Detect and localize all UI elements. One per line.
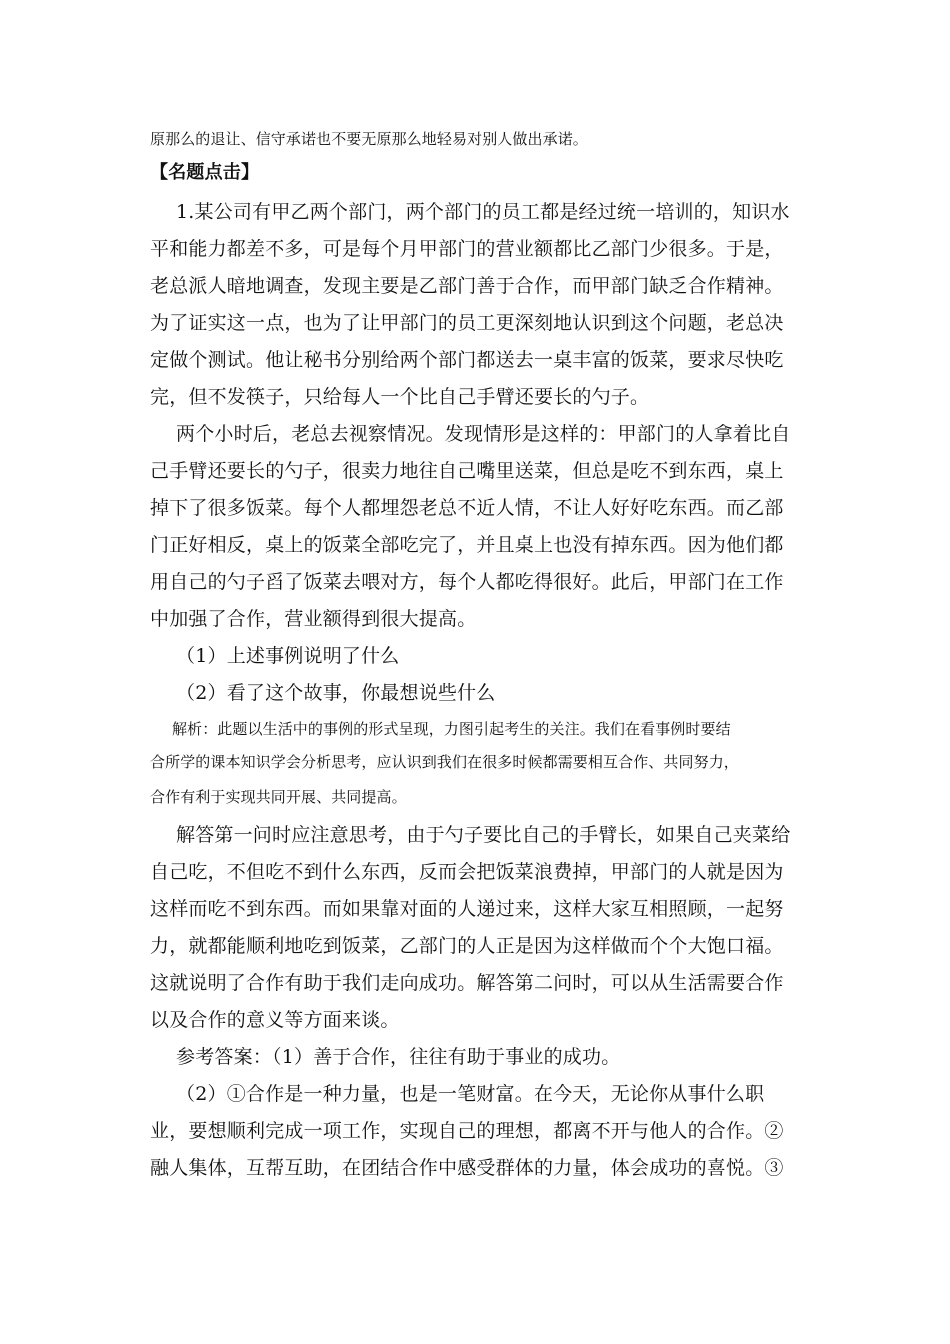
reference-answer-2-line: 融人集体，互帮互助，在团结合作中感受群体的力量，体会成功的喜悦。③ [150, 1157, 784, 1179]
story-line: 用自己的勺子舀了饭菜去喂对方，每个人都吃得很好。此后，甲部门在工作 [150, 571, 784, 593]
answer-hint-line: 力，就都能顺利地吃到饭菜，乙部门的人正是因为这样做而个个大饱口福。 [150, 935, 784, 957]
question-line: 定做个测试。他让秘书分别给两个部门都送去一桌丰富的饭菜，要求尽快吃 [150, 349, 784, 371]
story-line: 中加强了合作，营业额得到很大提高。 [150, 608, 477, 630]
question-line: 平和能力都差不多，可是每个月甲部门的营业额都比乙部门少很多。于是， [150, 238, 784, 260]
analysis-line: 解析：此题以生活中的事例的形式呈现，力图引起考生的关注。我们在看事例时要结 [172, 720, 731, 738]
sub-question-2: （2）看了这个故事，你最想说些什么 [176, 682, 496, 704]
question-line: 为了证实这一点，也为了让甲部门的员工更深刻地认识到这个问题，老总决 [150, 312, 784, 334]
reference-answer-2-line: 业，要想顺利完成一项工作，实现自己的理想，都离不开与他人的合作。② [150, 1120, 784, 1142]
story-line: 两个小时后，老总去视察情况。发现情形是这样的：甲部门的人拿着比自 [176, 423, 791, 445]
story-line: 己手臂还要长的勺子，很卖力地往自己嘴里送菜，但总是吃不到东西，桌上 [150, 460, 784, 482]
analysis-line: 合所学的课本知识学会分析思考，应认识到我们在很多时候都需要相互合作、共同努力， [150, 753, 739, 771]
question-line: 1.某公司有甲乙两个部门，两个部门的员工都是经过统一培训的，知识水 [176, 201, 790, 223]
analysis-line: 合作有利于实现共同开展、共同提高。 [150, 788, 407, 806]
answer-hint-line: 这样而吃不到东西。而如果靠对面的人递过来，这样大家互相照顾，一起努 [150, 898, 784, 920]
question-line: 完，但不发筷子，只给每人一个比自己手臂还要长的勺子。 [150, 386, 650, 408]
answer-hint-line: 解答第一问时应注意思考，由于勺子要比自己的手臂长，如果自己夹菜给 [176, 824, 791, 846]
reference-answer-1: 参考答案：（1）善于合作，往往有助于事业的成功。 [176, 1046, 621, 1068]
sub-question-1: （1）上述事例说明了什么 [176, 645, 400, 667]
answer-hint-line: 以及合作的意义等方面来谈。 [150, 1009, 400, 1031]
intro-line: 原那么的退让、信守承诺也不要无原那么地轻易对别人做出承诺。 [150, 130, 588, 148]
section-heading: 【名题点击】 [150, 162, 260, 183]
answer-hint-line: 这就说明了合作有助于我们走向成功。解答第二问时，可以从生活需要合作 [150, 972, 784, 994]
question-line: 老总派人暗地调查，发现主要是乙部门善于合作，而甲部门缺乏合作精神。 [150, 275, 784, 297]
answer-hint-line: 自己吃，不但吃不到什么东西，反而会把饭菜浪费掉，甲部门的人就是因为 [150, 861, 784, 883]
story-line: 掉下了很多饭菜。每个人都埋怨老总不近人情，不让人好好吃东西。而乙部 [150, 497, 784, 519]
reference-answer-2-line: （2）①合作是一种力量，也是一笔财富。在今天，无论你从事什么职 [176, 1083, 765, 1105]
story-line: 门正好相反，桌上的饭菜全部吃完了，并且桌上也没有掉东西。因为他们都 [150, 534, 784, 556]
